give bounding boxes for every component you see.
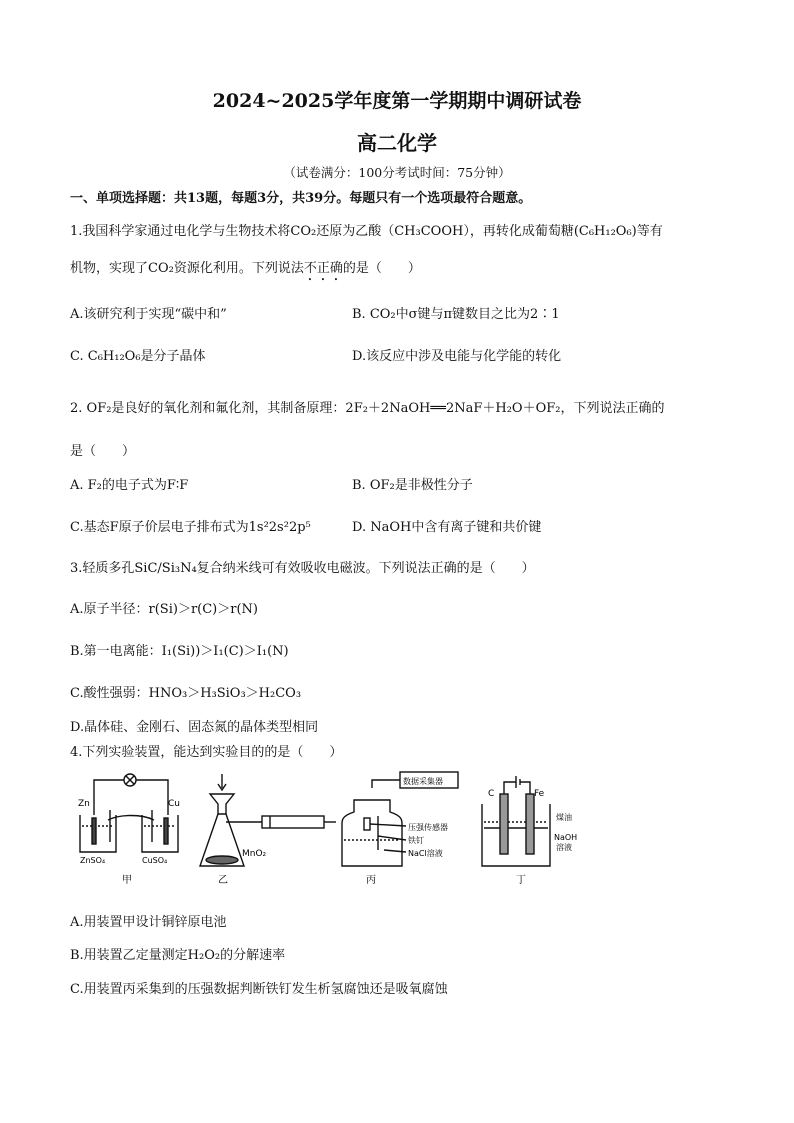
q4-option-c: C.用装置丙采集到的压强数据判断铁钉发生析氢腐蚀还是吸氧腐蚀 — [70, 982, 448, 997]
q2-option-d: D. NaOH中含有离子键和共价键 — [352, 520, 542, 535]
q1-stem-part-a: 机物，实现了CO₂资源化利用。下列说法 — [70, 261, 304, 276]
q3-option-a: A.原子半径：r(Si)＞r(C)＞r(N) — [70, 602, 258, 617]
label-cuso4: CuSO₄ — [142, 856, 168, 865]
q3-stem: 3.轻质多孔SiC/Si₃N₄复合纳米线可有效吸收电磁波。下列说法正确的是（ ） — [70, 561, 535, 576]
label-nacl: NaCl溶液 — [408, 849, 443, 858]
apparatus-jia — [80, 774, 178, 852]
q2-option-b: B. OF₂是非极性分子 — [352, 478, 473, 493]
exam-title: 2024~2025学年度第一学期期中调研试卷 — [212, 90, 582, 112]
label-fe: Fe — [534, 789, 545, 799]
exam-subject: 高二化学 — [357, 131, 437, 155]
q4-stem: 4.下列实验装置，能达到实验目的的是（ ） — [70, 745, 343, 760]
label-naoh: NaOH — [554, 833, 578, 842]
label-kerosene: 煤油 — [556, 813, 572, 822]
label-c: C — [488, 789, 495, 799]
label-iron-nail: 铁钉 — [408, 836, 424, 845]
q2-stem-line2: 是（ ） — [70, 444, 136, 459]
label-pressure-sensor: 压强传感器 — [408, 823, 448, 832]
label-znso4: ZnSO₄ — [80, 856, 106, 865]
q1-option-b: B. CO₂中σ键与π键数目之比为2∶1 — [352, 307, 560, 322]
label-solution: 溶液 — [556, 843, 572, 852]
label-data-collector: 数据采集器 — [403, 777, 443, 786]
apparatus-yi — [200, 774, 336, 866]
q3-option-d: D.晶体硅、金刚石、固态氮的晶体类型相同 — [70, 720, 319, 735]
label-zn: Zn — [78, 799, 90, 809]
caption-bing: 丙 — [366, 875, 376, 886]
exam-info: （试卷满分：100分考试时间：75分钟） — [283, 165, 511, 180]
q4-option-a: A.用装置甲设计铜锌原电池 — [70, 915, 227, 930]
beaker-right — [142, 815, 178, 852]
q2-option-a: A. F₂的电子式为F∶F — [70, 478, 189, 493]
caption-jia: 甲 — [122, 875, 132, 886]
q3-option-b: B.第一电离能：I₁(Si))＞I₁(C)＞I₁(N) — [70, 644, 289, 659]
bottle — [342, 800, 402, 866]
q3-option-c: C.酸性强弱：HNO₃＞H₃SiO₃＞H₂CO₃ — [70, 686, 302, 701]
section-heading: 一、单项选择题：共13题，每题3分，共39分。每题只有一个选项最符合题意。 — [70, 191, 532, 206]
label-mno2: MnO₂ — [242, 849, 267, 859]
caption-ding: 丁 — [516, 875, 526, 886]
q1-option-a: A.该研究利于实现“碳中和” — [70, 307, 227, 322]
label-cu: Cu — [168, 799, 180, 809]
funnel — [210, 794, 234, 814]
caption-yi: 乙 — [218, 875, 228, 886]
q1-stem-line2 — [70, 257, 421, 284]
q1-option-d: D.该反应中涉及电能与化学能的转化 — [352, 349, 562, 364]
q2-stem-line1: 2. OF₂是良好的氧化剂和氟化剂，其制备原理：2F₂＋2NaOH══2NaF＋H₂O＋OF₂，下列说法正确的 — [70, 401, 665, 416]
q1-emphasis: 不正确 — [303, 261, 343, 276]
syringe — [262, 816, 324, 828]
q1-stem-line1: 1.我国科学家通过电化学与生物技术将CO₂还原为乙酸（CH₃COOH），再转化成葡萄糖(C₆H₁₂O₆)等有 — [70, 224, 663, 239]
q1-option-c: C. C₆H₁₂O₆是分子晶体 — [70, 349, 206, 364]
q4-apparatus-figure — [72, 770, 592, 890]
beaker-ding — [482, 804, 550, 866]
q1-stem-part-c: 的是（ ） — [342, 261, 421, 276]
q4-option-b: B.用装置乙定量测定H₂O₂的分解速率 — [70, 948, 286, 963]
q2-option-c: C.基态F原子价层电子排布式为1s²2s²2p⁵ — [70, 520, 311, 535]
